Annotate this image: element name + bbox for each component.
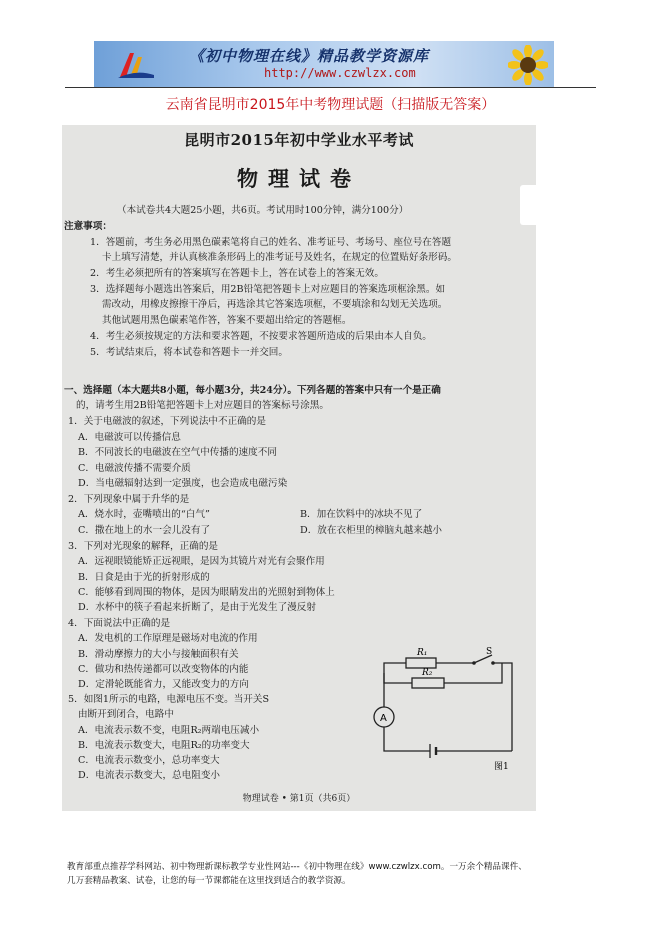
- q4-option-b: B．滑动摩擦力的大小与接触面积有关: [78, 649, 239, 660]
- q2-option-d: D．放在衣柜里的樟脑丸越来越小: [300, 525, 443, 536]
- q5-stem: 5．如图1所示的电路，电源电压不变。当开关S: [68, 694, 270, 705]
- q2-option-b: B．加在饮料中的冰块不见了: [300, 509, 423, 520]
- exam-page-footer: 物理试卷 • 第1页（共6页）: [242, 794, 356, 804]
- r1-label: R₁: [417, 648, 428, 658]
- notice-line: 卡上填写清楚，并认真核准条形码上的准考证号及姓名，在规定的位置贴好条形码。: [102, 252, 457, 263]
- q1-option-a: A．电磁波可以传播信息: [78, 432, 181, 443]
- site-logo-icon: [116, 47, 156, 81]
- q1-option-c: C．电磁波传播不需要介质: [78, 463, 191, 474]
- q5-option-c: C．电流表示数变小，总功率变大: [78, 755, 220, 766]
- q2-stem: 2．下列现象中属于升华的是: [68, 494, 190, 505]
- q1-option-d: D．当电磁辐射达到一定强度，也会造成电磁污染: [78, 478, 288, 489]
- banner-title: 《初中物理在线》精品教学资源库: [189, 47, 430, 65]
- q4-option-c: C．做功和热传递都可以改变物体的内能: [78, 664, 249, 675]
- exam-title: 昆明市2015年初中学业水平考试: [184, 131, 414, 149]
- ammeter-label: A: [380, 713, 387, 724]
- footer-line: 几万套精品教案、试卷，让您的每一节课都能在这里找到适合的教学资源。: [67, 876, 351, 886]
- notice-line: 1．答题前，考生务必用黑色碳素笔将自己的姓名、准考证号、考场号、座位号在答题: [90, 237, 452, 248]
- q2-option-a: A．烧水时，壶嘴喷出的“白气”: [78, 509, 210, 520]
- q3-option-a: A．远视眼镜能矫正远视眼，是因为其镜片对光有会聚作用: [78, 556, 325, 567]
- notice-line: 3．选择题每小题选出答案后，用2B铅笔把答题卡上对应题目的答案选项框涂黑。如: [90, 284, 446, 295]
- q3-option-c: C．能够看到周围的物体，是因为眼睛发出的光照射到物体上: [78, 587, 335, 598]
- exam-subject: 物理试卷: [237, 166, 361, 191]
- q3-option-b: B．日食是由于光的折射形成的: [78, 572, 210, 583]
- notice-line: 2．考生必须把所有的答案填写在答题卡上，答在试卷上的答案无效。: [90, 268, 384, 279]
- notice-line: 4．考生必须按规定的方法和要求答题，不按要求答题所造成的后果由本人自负。: [90, 331, 432, 342]
- banner-url: http://www.czwlzx.com: [264, 66, 416, 80]
- document-heading: 云南省昆明市2015年中考物理试题（扫描版无答案）: [165, 97, 496, 113]
- r2-label: R₂: [422, 668, 433, 678]
- footer-line: 教育部重点推荐学科网站、初中物理新课标教学专业性网站---《初中物理在线》www.czwlzx.com。一万余个精品课件、: [67, 862, 527, 872]
- resistor-r2: [412, 678, 444, 688]
- scanned-exam-page: [62, 125, 536, 811]
- notice-title: 注意事项：: [64, 221, 112, 232]
- notice-line: 5．考试结束后，将本试卷和答题卡一并交回。: [90, 347, 288, 358]
- q5-stem-cont: 由断开到闭合，电路中: [78, 709, 174, 720]
- notice-line: 其他试题用黑色碳素笔作答，答案不要超出给定的答题框。: [102, 315, 352, 326]
- q5-option-d: D．电流表示数变大，总电阻变小: [78, 770, 221, 781]
- q3-stem: 3．下列对光现象的解释，正确的是: [68, 541, 219, 552]
- figure-caption: 图1: [494, 762, 509, 770]
- q4-option-d: D．定滑轮既能省力，又能改变力的方向: [78, 679, 249, 690]
- site-footer-note: [67, 860, 607, 888]
- q5-option-b: B．电流表示数变大，电阻R₂的功率变大: [78, 740, 250, 751]
- notice-line: 需改动，用橡皮擦擦干净后，再选涂其它答案选项框，不要填涂和勾划无关选项。: [102, 299, 448, 310]
- exam-info: （本试卷共4大题25小题，共6页。考试用时100分钟，满分100分）: [117, 205, 409, 216]
- q5-option-a: A．电流表示数不变，电阻R₂两端电压减小: [78, 725, 260, 736]
- q4-option-a: A．发电机的工作原理是磁场对电流的作用: [78, 633, 258, 644]
- q2-option-c: C．撒在地上的水一会儿没有了: [78, 525, 211, 536]
- q3-option-d: D．水杯中的筷子看起来折断了，是由于光发生了漫反射: [78, 602, 316, 613]
- header-rule: [65, 87, 596, 88]
- section-title: 一、选择题（本大题共8小题，每小题3分，共24分）。下列各题的答案中只有一个是正确: [64, 385, 441, 396]
- q1-stem: 1．关于电磁波的叙述，下列说法中不正确的是: [68, 416, 266, 427]
- resistor-r1: [406, 658, 436, 668]
- site-banner: [94, 41, 554, 87]
- q4-stem: 4．下面说法中正确的是: [68, 618, 171, 629]
- circuit-diagram: [362, 645, 522, 770]
- switch-label: S: [486, 647, 493, 657]
- sunflower-icon: [508, 45, 548, 85]
- q1-option-b: B．不同波长的电磁波在空气中传播的速度不同: [78, 447, 277, 458]
- section-title-cont: 的，请考生用2B铅笔把答题卡上对应题目的答案标号涂黑。: [76, 400, 329, 411]
